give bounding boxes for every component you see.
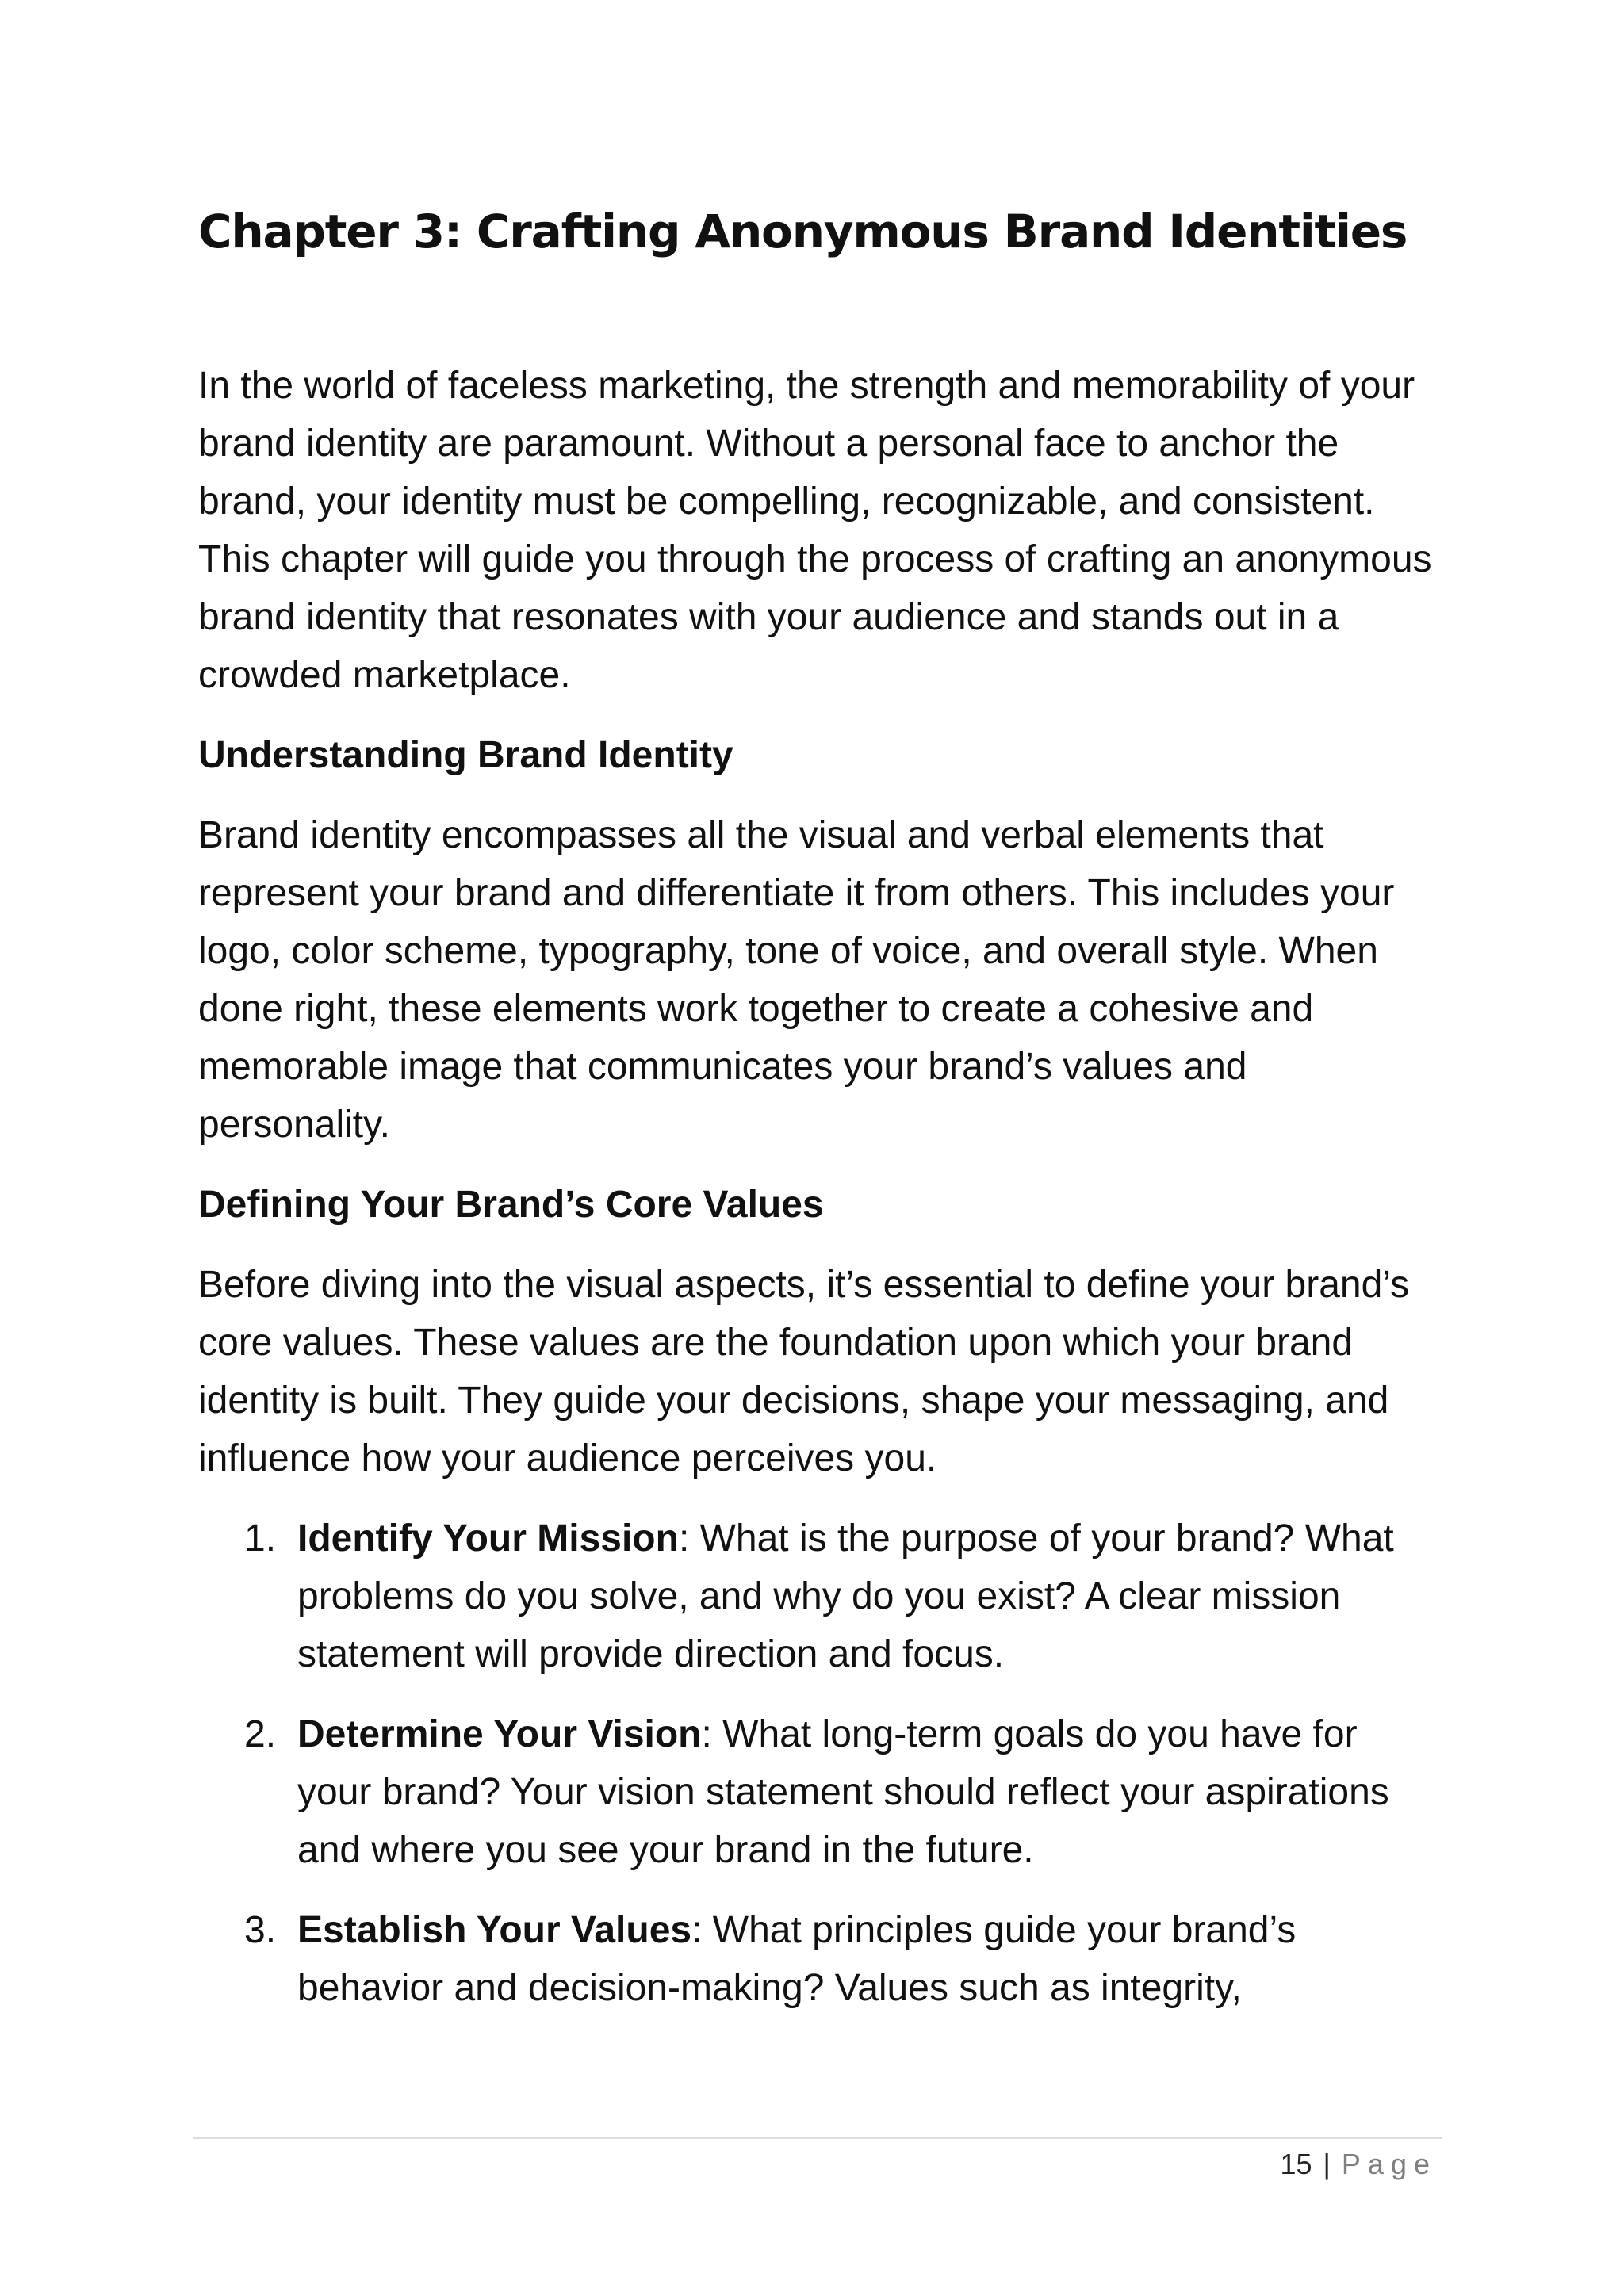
list-item-term: Identify Your Mission [297, 1517, 679, 1559]
footer-separator: | [1323, 2148, 1331, 2180]
intro-paragraph: In the world of faceless marketing, the strength and memorability of your brand identity are paramount. Without a personal face to anchor the brand, your identity must be compelling, recognizable, and consistent. This chapter will guide you through the process of crafting an anonymous brand identity that resonates with your audience and stands out in a crowded marketplace. [198, 365, 1432, 696]
list-item [198, 1705, 1435, 1879]
section-body-understanding-brand-identity: Brand identity encompasses all the visual and verbal elements that represent your brand and differentiate it from others. This includes your logo, color scheme, typography, tone of voice, and overall style. When done right, these elements work together to create a cohesive and memorable image that communicates your brand’s values and personality. [198, 814, 1395, 1146]
list-item-number: 2. [244, 1713, 277, 1755]
list-item [198, 1510, 1435, 1683]
page-footer [1280, 2147, 1437, 2182]
page-label: Page [1341, 2148, 1437, 2180]
chapter-title: Chapter 3: Crafting Anonymous Brand Identities [198, 205, 1408, 258]
page-number: 15 [1280, 2148, 1312, 2180]
page-content [198, 198, 1435, 2039]
list-item-number: 1. [244, 1517, 277, 1559]
list-item-number: 3. [244, 1909, 277, 1951]
footer-divider [193, 2137, 1442, 2139]
section-body-core-values: Before diving into the visual aspects, it’s essential to define your brand’s core values. These values are the foundation upon which your brand identity is built. They guide your decisions, shape your messaging, and influence how your audience perceives you. [198, 1264, 1410, 1479]
list-item-term: Establish Your Values [297, 1909, 692, 1951]
list-item-term: Determine Your Vision [297, 1713, 702, 1755]
core-values-list [198, 1510, 1435, 2017]
section-heading-understanding-brand-identity: Understanding Brand Identity [198, 734, 733, 776]
list-item-text: : What long-term goals do you have for your brand? Your vision statement should reflect your aspirations and where you see your brand in the future. [297, 1713, 1389, 1871]
list-item [198, 1901, 1435, 2017]
section-heading-core-values: Defining Your Brand’s Core Values [198, 1184, 824, 1226]
list-item-text: : What principles guide your brand’s behavior and decision-making? Values such as integrity, [297, 1909, 1297, 2009]
list-item-text: : What is the purpose of your brand? What problems do you solve, and why do you exist? A clear mission statement will provide direction and focus. [297, 1517, 1394, 1675]
